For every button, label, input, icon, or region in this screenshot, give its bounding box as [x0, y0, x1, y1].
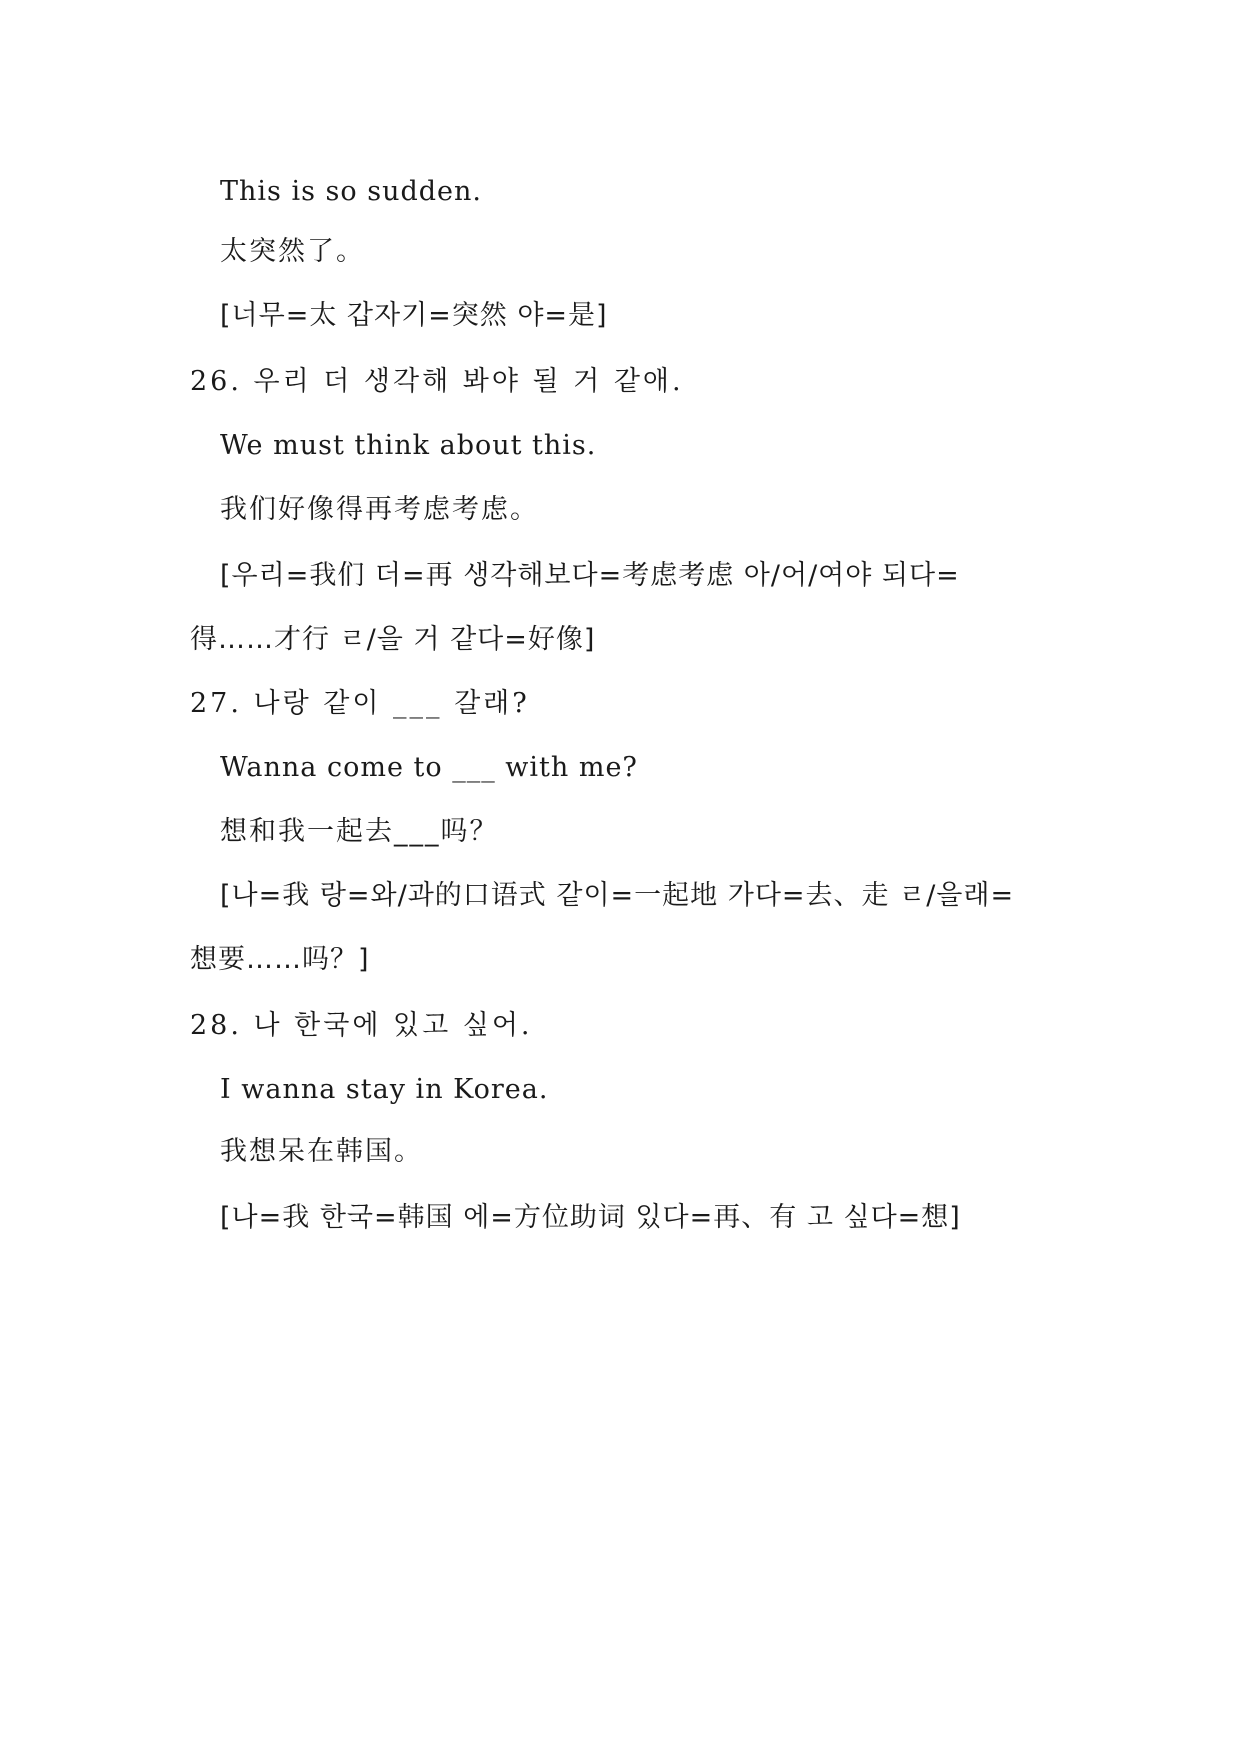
entry-26-chinese: 我们好像得再考虑考虑。	[220, 494, 539, 525]
entry-25-chinese: 太突然了。	[220, 236, 365, 267]
entry-26-korean: 26. 우리 더 생각해 봐야 될 거 같애.	[190, 366, 684, 397]
entry-28-chinese: 我想呆在韩国。	[220, 1136, 423, 1167]
entry-27-korean: 27. 나랑 같이 ___ 갈래?	[190, 688, 530, 719]
entry-27-english: Wanna come to ___ with me?	[220, 752, 638, 783]
entry-26-vocab-note-line-2: 得……才行 ㄹ/을 거 같다=好像]	[190, 624, 596, 655]
entry-27-chinese: 想和我一起去___吗？	[220, 816, 499, 847]
entry-27-vocab-note-line-2: 想要……吗？]	[190, 944, 370, 975]
entry-26-english: We must think about this.	[220, 430, 597, 461]
entry-28-vocab-note: [나=我 한국=韩国 에=方位助词 있다=再、有 고 싶다=想]	[220, 1202, 961, 1233]
entry-26-vocab-note-line-1: [우리=我们 더=再 생각해보다=考虑考虑 아/어/여야 되다=	[220, 560, 960, 591]
entry-28-korean: 28. 나 한국에 있고 싶어.	[190, 1010, 533, 1041]
entry-27-vocab-note-line-1: [나=我 랑=와/과的口语式 같이=一起地 가다=去、走 ㄹ/을래=	[220, 880, 1015, 911]
entry-25-vocab-note: [너무=太 갑자기=突然 야=是]	[220, 300, 608, 331]
entry-25-english: This is so sudden.	[220, 176, 483, 207]
entry-28-english: I wanna stay in Korea.	[220, 1074, 549, 1105]
